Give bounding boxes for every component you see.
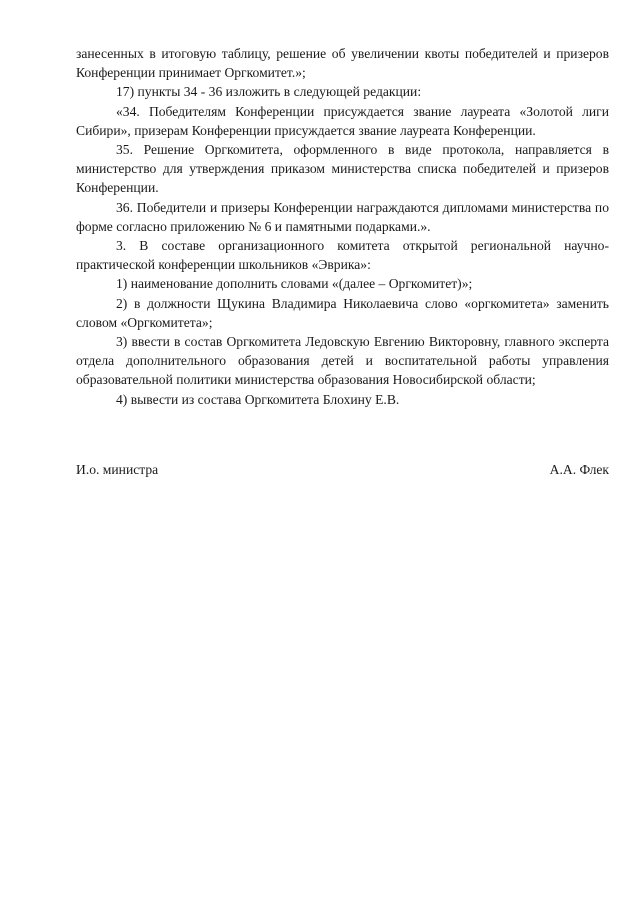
- document-body: [76, 44, 609, 409]
- paragraph-item-17: 17) пункты 34 - 36 изложить в следующей редакции:: [116, 84, 422, 100]
- signature-block: [76, 460, 609, 479]
- paragraph-clause-34: «34. Победителям Конференции присуждается звание лауреата «Золотой лиги Сибири», призерам Конференции присуждается звание лауреата Конференции.: [76, 103, 609, 138]
- paragraph-clause-36: 36. Победители и призеры Конференции награждаются дипломами министерства по форме согласно приложению № 6 и памятными подарками.».: [76, 199, 609, 234]
- paragraph-section-3: 3. В составе организационного комитета открытой региональной научно-практической конференции школьников «Эврика»:: [76, 238, 609, 273]
- paragraph-sub-2: 2) в должности Щукина Владимира Николаевича слово «оргкомитета» заменить словом «Оргкомитета»;: [76, 295, 609, 330]
- paragraph-sub-4: 4) вывести из состава Оргкомитета Блохину Е.В.: [116, 391, 400, 407]
- paragraph-sub-3: 3) ввести в состав Оргкомитета Ледовскую Евгению Викторовну, главного эксперта отдела дополнительного образования детей и воспитательной работы управления образовательной политики министерства образования Новосибирской области;: [76, 334, 609, 388]
- paragraph-sub-1: 1) наименование дополнить словами «(далее – Оргкомитет)»;: [116, 276, 473, 292]
- signatory-position: И.о. министра: [76, 462, 159, 477]
- signatory-name: А.А. Флек: [549, 462, 609, 477]
- paragraph-clause-35: 35. Решение Оргкомитета, оформленного в виде протокола, направляется в министерство для утверждения приказом министерства списка победителей и призеров Конференции.: [76, 142, 609, 196]
- paragraph-continuation: занесенных в итоговую таблицу, решение об увеличении квоты победителей и призеров Конференции принимает Оргкомитет.»;: [76, 46, 609, 81]
